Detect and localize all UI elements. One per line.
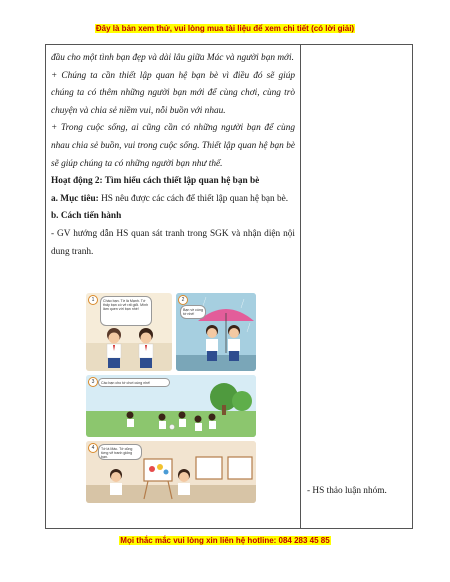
illustration-panel-2 xyxy=(176,293,256,371)
paragraph-1: đầu cho một tình bạn đẹp và dài lâu giữa Mác và người bạn mới. xyxy=(51,53,294,63)
procedure-heading: b. Cách tiến hành xyxy=(51,211,122,222)
procedure-text: - GV hướng dẫn HS quan sát tranh trong SGK và nhận diện nội dung tranh. xyxy=(51,228,295,257)
goal-label: a. Mục tiêu: xyxy=(51,193,99,204)
preview-banner: Đây là bản xem thử, vui lòng mua tài liệu để xem chi tiết (có lời giải) xyxy=(95,24,355,33)
activity-heading: Hoạt động 2: Tìm hiểu cách thiết lập quan hệ bạn bè xyxy=(51,176,260,187)
column-divider xyxy=(300,45,301,528)
paragraph-3: + Trong cuộc sống, ai cũng cần có những người bạn để cùng nhau chia sẻ buồn, vui trong cuộc sống. Thiết lập quan hệ bạn bè sẽ giúp chúng ta có những người bạn như thế. xyxy=(51,123,295,169)
panel-4-speech-bubble: Tớ là Mác. Tớ cũng từng vẽ tranh giống bạn. xyxy=(98,444,142,460)
goal-paragraph xyxy=(51,191,295,209)
textbook-illustration xyxy=(86,293,256,503)
panel-1-number: 1 xyxy=(88,295,98,305)
panel-4-number: 4 xyxy=(88,443,98,453)
teacher-activity-column xyxy=(51,50,295,261)
illustration-panel-3 xyxy=(86,375,256,437)
panel-3-speech-bubble: Các bạn cho tớ chơi cùng nhé! xyxy=(98,378,170,387)
student-activity-column xyxy=(307,486,387,496)
goal-text: HS nêu được các cách để thiết lập quan hệ bạn bè. xyxy=(98,193,289,204)
panel-2-speech-bubble: Bạn về cùng tớ nhé! xyxy=(180,305,206,319)
hotline-banner: Mọi thắc mắc vui lòng xin liên hệ hotline: 084 283 45 85 xyxy=(120,536,330,545)
panel-3-number: 3 xyxy=(88,377,98,387)
illustration-panel-4 xyxy=(86,441,256,503)
illustration-panel-1 xyxy=(86,293,172,371)
lesson-table xyxy=(45,44,413,529)
student-note: - HS thảo luận nhóm. xyxy=(307,486,387,496)
panel-2-number: 2 xyxy=(178,295,188,305)
panel-1-speech-bubble: Chào bạn. Tớ là Mạnh. Tớ thấy bạn có vẻ rất giỏi. Mình làm quen với bạn nhé! xyxy=(100,296,152,326)
paragraph-2: + Chúng ta cần thiết lập quan hệ bạn bè vì điều đó sẽ giúp chúng ta có thêm những người bạn mới để cùng chơi, cùng trò chuyện và chia sẻ niềm vui, nỗi buồn với nhau. xyxy=(51,70,295,116)
